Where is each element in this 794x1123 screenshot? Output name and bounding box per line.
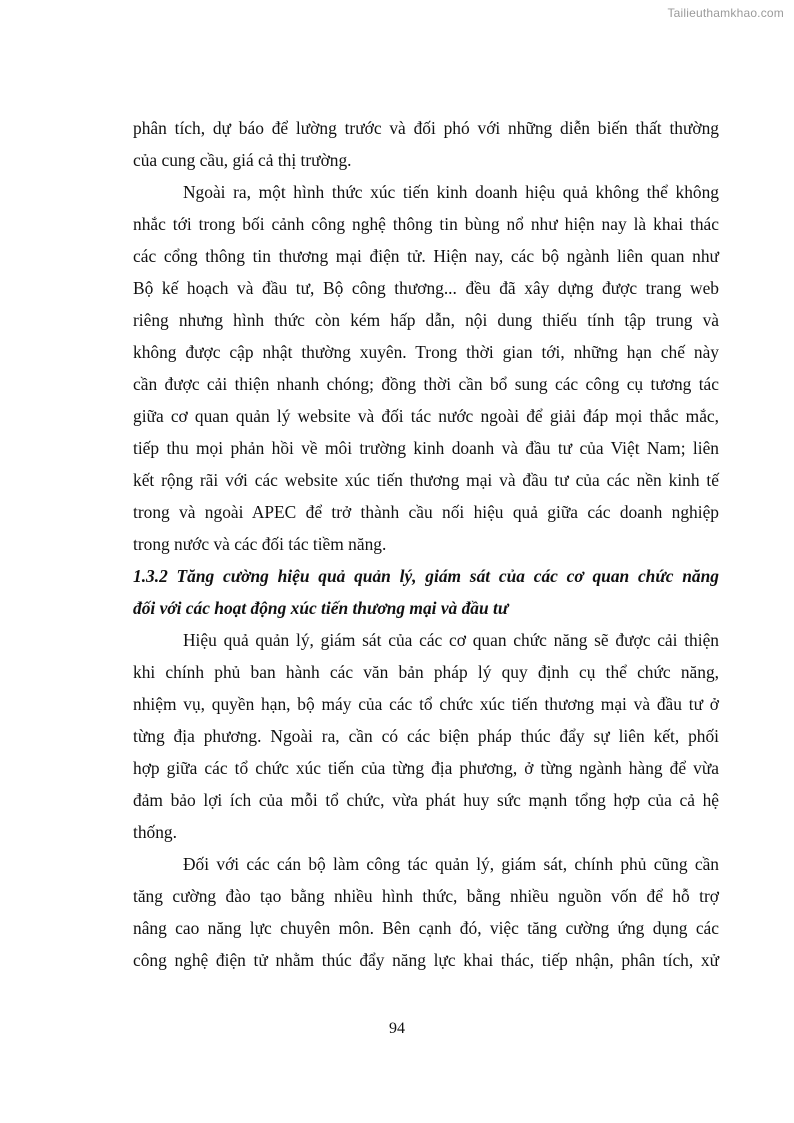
text-line: trong và ngoài APEC để trở thành cầu nối hiệu quả giữa các doanh nghiệp [133,502,719,522]
text-line: hợp giữa các tổ chức xúc tiến của từng địa phương, ở từng ngành hàng để vừa [133,758,719,778]
text-line: các cổng thông tin thương mại điện tử. Hiện nay, các bộ ngành liên quan như [133,246,719,266]
text-line: nhiệm vụ, quyền hạn, bộ máy của các tổ chức xúc tiến thương mại và đầu tư ở [133,694,719,714]
text-line: trong nước và các đối tác tiềm năng. [133,534,387,554]
text-line: không được cập nhật thường xuyên. Trong thời gian tới, những hạn chế này [133,342,719,362]
paragraph [133,848,719,976]
section-heading [133,560,719,624]
text-line: riêng nhưng hình thức còn kém hấp dẫn, nội dung thiếu tính tập trung và [133,310,719,330]
text-line: Ngoài ra, một hình thức xúc tiến kinh doanh hiệu quả không thể không [183,182,719,202]
page-number: 94 [389,1020,405,1037]
text-line: từng địa phương. Ngoài ra, cần có các biện pháp thúc đẩy sự liên kết, phối [133,726,719,746]
text-line: Đối với các cán bộ làm công tác quản lý, giám sát, chính phủ cũng cần [183,854,719,874]
document-body [133,112,719,976]
text-line: nâng cao năng lực chuyên môn. Bên cạnh đó, việc tăng cường ứng dụng các [133,918,719,938]
paragraph [133,112,719,176]
text-line: Hiệu quả quản lý, giám sát của các cơ quan chức năng sẽ được cải thiện [183,630,719,650]
paragraph [133,624,719,848]
text-line: khi chính phủ ban hành các văn bản pháp lý quy định cụ thể chức năng, [133,662,719,682]
text-line: cần được cải thiện nhanh chóng; đồng thời cần bổ sung các công cụ tương tác [133,374,719,394]
heading-line: 1.3.2 Tăng cường hiệu quả quản lý, giám sát của các cơ quan chức năng [133,566,719,586]
text-line: thống. [133,822,177,842]
text-line: tăng cường đào tạo bằng nhiều hình thức, bằng nhiều nguồn vốn để hỗ trợ [133,886,719,906]
text-line: giữa cơ quan quản lý website và đối tác nước ngoài để giải đáp mọi thắc mắc, [133,406,719,426]
paragraph [133,176,719,560]
text-line: công nghệ điện tử nhằm thúc đẩy năng lực khai thác, tiếp nhận, phân tích, xử [133,950,719,970]
text-line: của cung cầu, giá cả thị trường. [133,150,352,170]
text-line: Bộ kế hoạch và đầu tư, Bộ công thương... đều đã xây dựng được trang web [133,278,719,298]
heading-line: đối với các hoạt động xúc tiến thương mại và đầu tư [133,598,509,618]
watermark: Tailieuthamkhao.com [667,6,784,20]
text-line: phân tích, dự báo để lường trước và đối phó với những diễn biến thất thường [133,118,719,138]
text-line: nhắc tới trong bối cảnh công nghệ thông tin bùng nổ như hiện nay là khai thác [133,214,719,234]
text-line: kết rộng rãi với các website xúc tiến thương mại và đầu tư của các nền kinh tế [133,470,719,490]
text-line: tiếp thu mọi phản hồi về môi trường kinh doanh và đầu tư của Việt Nam; liên [133,438,719,458]
text-line: đảm bảo lợi ích của mỗi tổ chức, vừa phát huy sức mạnh tổng hợp của cả hệ [133,790,719,810]
